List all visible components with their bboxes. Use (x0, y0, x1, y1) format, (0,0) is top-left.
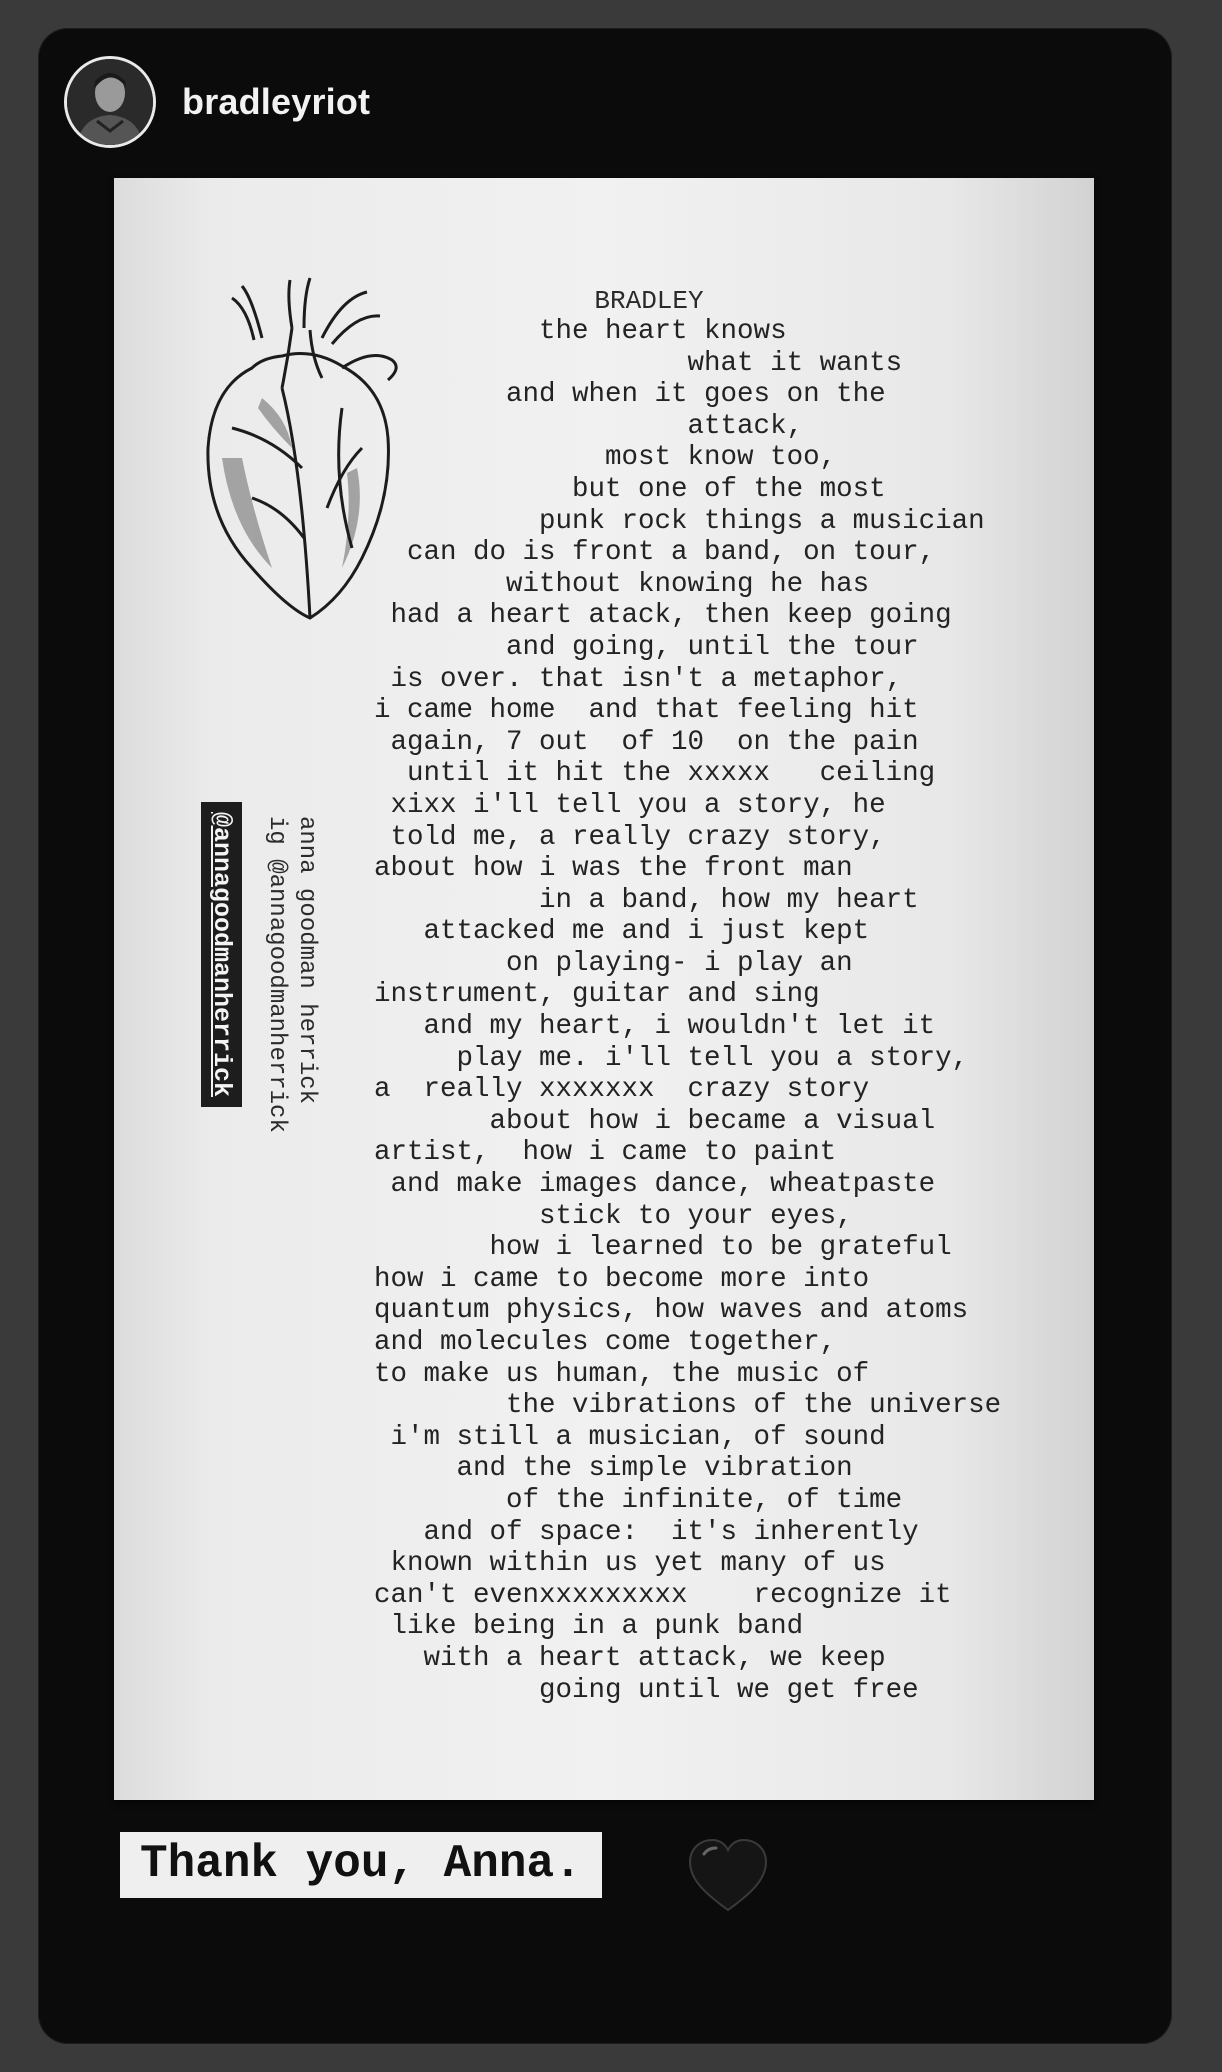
credit-block (184, 798, 334, 1418)
story-caption: Thank you, Anna. (120, 1832, 602, 1898)
story-frame (38, 28, 1172, 2044)
poem-title: BRADLEY (594, 286, 704, 316)
poem-paper (114, 178, 1094, 1800)
story-header (64, 54, 964, 150)
poem-text: the heart knows what it wants and when it goes on the attack, most know too, but one of the most punk rock things a musician can do is front a band, on tour, without knowing he has had a heart atack, then keep going and going, until the tour is over. that isn't a metaphor, i came home and that feeling hit again, 7 out of 10 on the pain until it hit the xxxxx ceiling xixx i'll tell you a story, he told me, a really crazy story, about how i was the front man in a band, how my heart attacked me and i just kept on playing- i play an instrument, guitar and sing and my heart, i wouldn't let it play me. i'll tell you a story, a really xxxxxxx crazy story about how i became a visual artist, how i came to paint and make images dance, wheatpaste stick to your eyes, how i learned to be grateful how i came to become more into quantum physics, how waves and atoms and molecules come together, to make us human, the music of the vibrations of the universe i'm still a musician, of sound and the simple vibration of the infinite, of time and of space: it's inherently known within us yet many of us can't evenxxxxxxxxx recognize it like being in a punk band with a heart attack, we keep going until we get free (374, 316, 1002, 1706)
avatar-image (67, 59, 153, 145)
credit-ig: ig @annagoodmanherrick (263, 816, 290, 1133)
story-username[interactable]: bradleyriot (182, 81, 371, 122)
avatar[interactable] (64, 56, 156, 148)
mention-tag[interactable]: @annagoodmanherrick (201, 802, 242, 1107)
black-heart-icon (686, 1834, 770, 1918)
credit-name: anna goodman herrick (293, 816, 320, 1105)
